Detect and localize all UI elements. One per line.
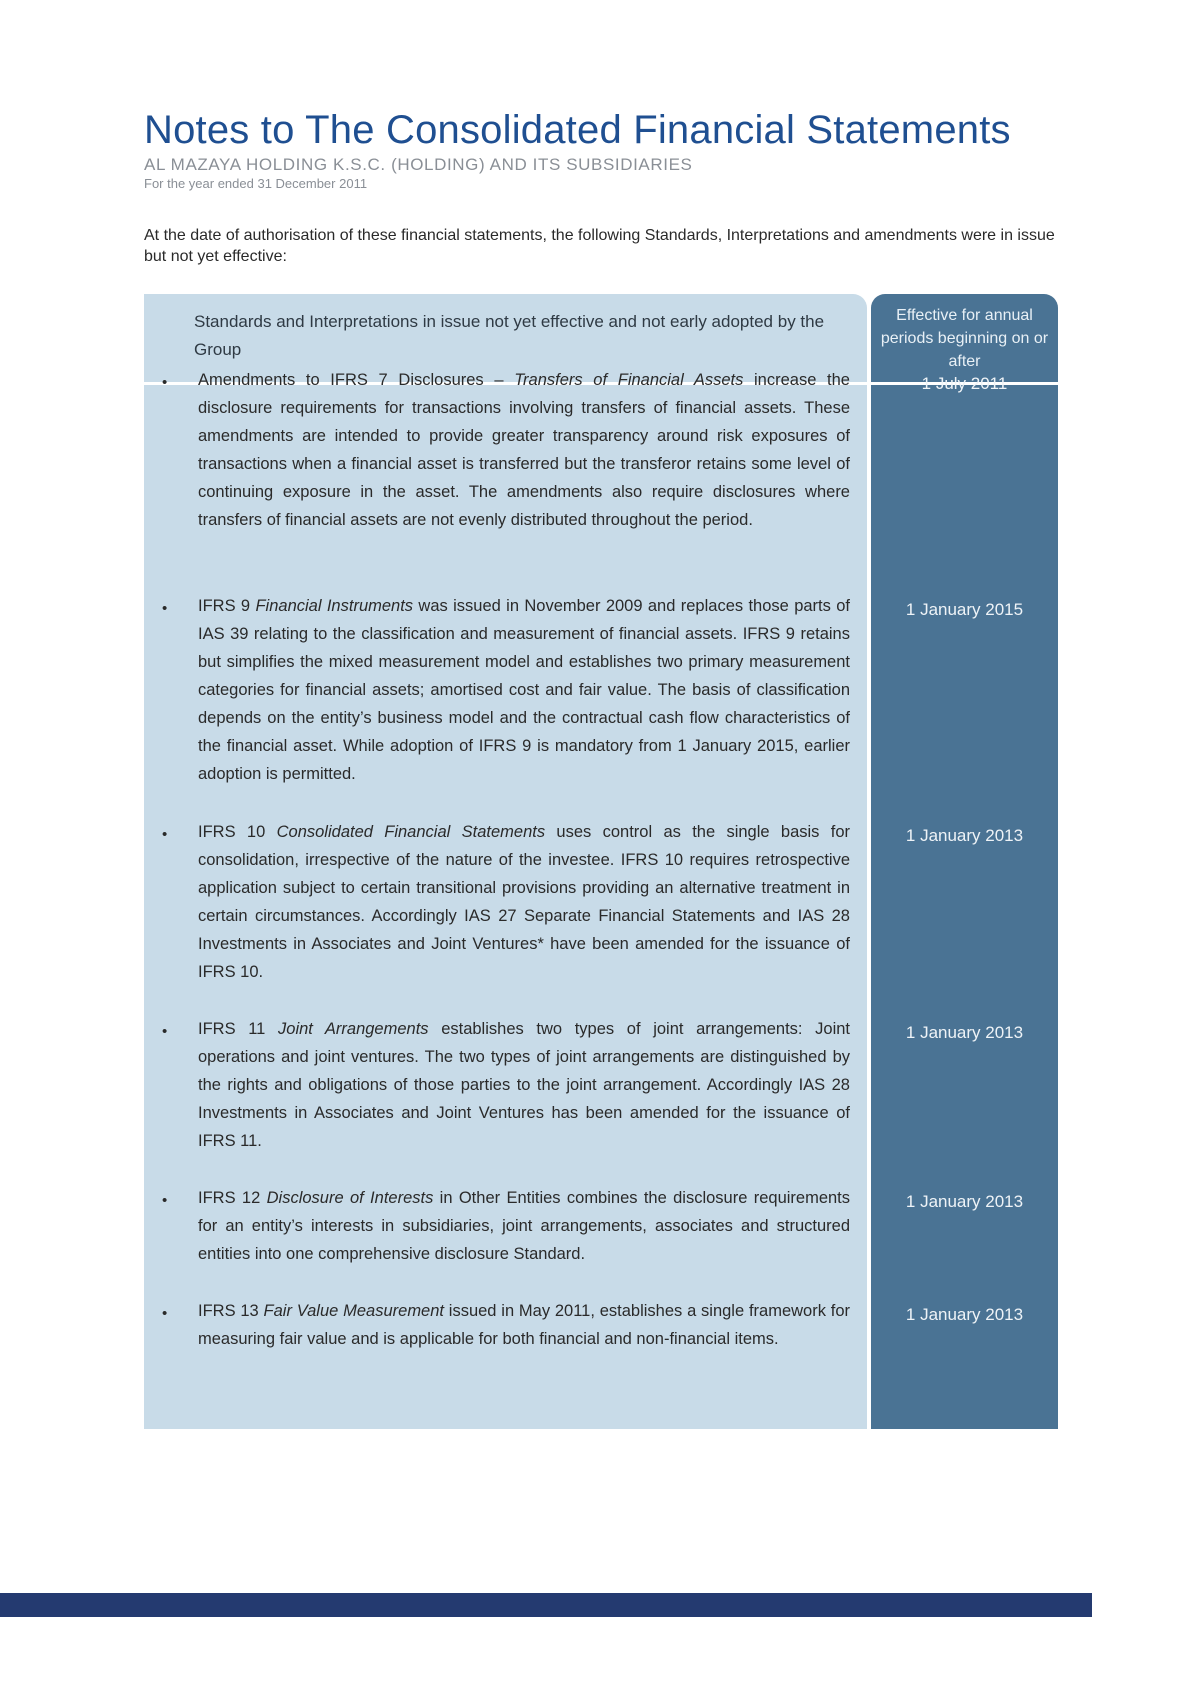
standards-column-header: Standards and Interpretations in issue not yet effective and not early adopted by the Group <box>194 312 825 359</box>
standard-description: IFRS 11 Joint Arrangements establishes two types of joint arrangements: Joint operations and joint ventures. The two types of joint arrangements are distinguished by the rights and obligations of those parties to the joint arrangement. Accordingly IAS 28 Investments in Associates and Joint Ventures has been amended for the issuance of IFRS 11. <box>198 1020 850 1150</box>
effective-date: 1 July 2011 <box>921 374 1008 393</box>
effective-date: 1 January 2013 <box>905 1192 1024 1211</box>
effective-date: 1 January 2013 <box>905 826 1024 845</box>
standard-description: IFRS 12 Disclosure of Interests in Other Entities combines the disclosure requirements for an entity’s interests in subsidiaries, joint arrangements, associates and structured entities into one comprehensive disclosure Standard. <box>198 1189 851 1263</box>
effective-date: 1 January 2015 <box>905 600 1024 619</box>
standard-description: IFRS 10 Consolidated Financial Statements uses control as the single basis for consolidation, irrespective of the nature of the investee. IFRS 10 requires retrospective application subject to certain transitional provisions providing an alternative treatment in certain circumstances. Accordingly IAS 27 Separate Financial Statements and IAS 28 Investments in Associates and Joint Ventures* have been amended for the issuance of IFRS 10. <box>198 823 851 981</box>
standard-description: IFRS 9 Financial Instruments was issued in November 2009 and replaces those parts of IAS 39 relating to the classification and measurement of financial assets. IFRS 9 retains but simplifies the mixed measurement model and establishes two primary measurement categories for financial assets; amortised cost and fair value. The basis of classification depends on the entity’s business model and the contractual cash flow characteristics of the financial asset. While adoption of IFRS 9 is mandatory from 1 January 2015, earlier adoption is permitted. <box>198 597 850 783</box>
bullet-icon: • <box>162 600 168 617</box>
standard-description: IFRS 13 Fair Value Measurement issued in May 2011, establishes a single framework for measuring fair value and is applicable for both financial and non-financial items. <box>198 1302 850 1348</box>
effective-date-column-background <box>871 294 1058 1429</box>
bullet-icon: • <box>162 826 168 843</box>
company-name: AL MAZAYA HOLDING K.S.C. (HOLDING) AND ITS SUBSIDIARIES <box>144 155 693 174</box>
effective-date-column-header: Effective for annual periods beginning on or after <box>880 307 1049 370</box>
effective-date: 1 January 2013 <box>905 1305 1024 1324</box>
footer-bar <box>0 1593 1092 1617</box>
bullet-icon: • <box>162 1023 168 1040</box>
bullet-icon: • <box>162 1192 168 1209</box>
standards-table <box>144 294 1058 1429</box>
bullet-icon: • <box>162 1305 168 1322</box>
reporting-period: For the year ended 31 December 2011 <box>144 176 368 191</box>
intro-paragraph: At the date of authorisation of these financial statements, the following Standards, Interpretations and amendments were in issue but not yet effective: <box>144 227 1055 265</box>
page-title: Notes to The Consolidated Financial Statements <box>144 108 1011 152</box>
effective-date: 1 January 2013 <box>905 1023 1024 1042</box>
standard-description: Amendments to IFRS 7 Disclosures – Transfers of Financial Assets increase the disclosure requirements for transactions involving transfers of financial assets. These amendments are intended to provide greater transparency around risk exposures of transactions when a financial asset is transferred but the transferor retains some level of continuing exposure in the asset. The amendments also require disclosures where transfers of financial assets are not evenly distributed throughout the period. <box>198 371 850 529</box>
bullet-icon: • <box>162 374 168 391</box>
